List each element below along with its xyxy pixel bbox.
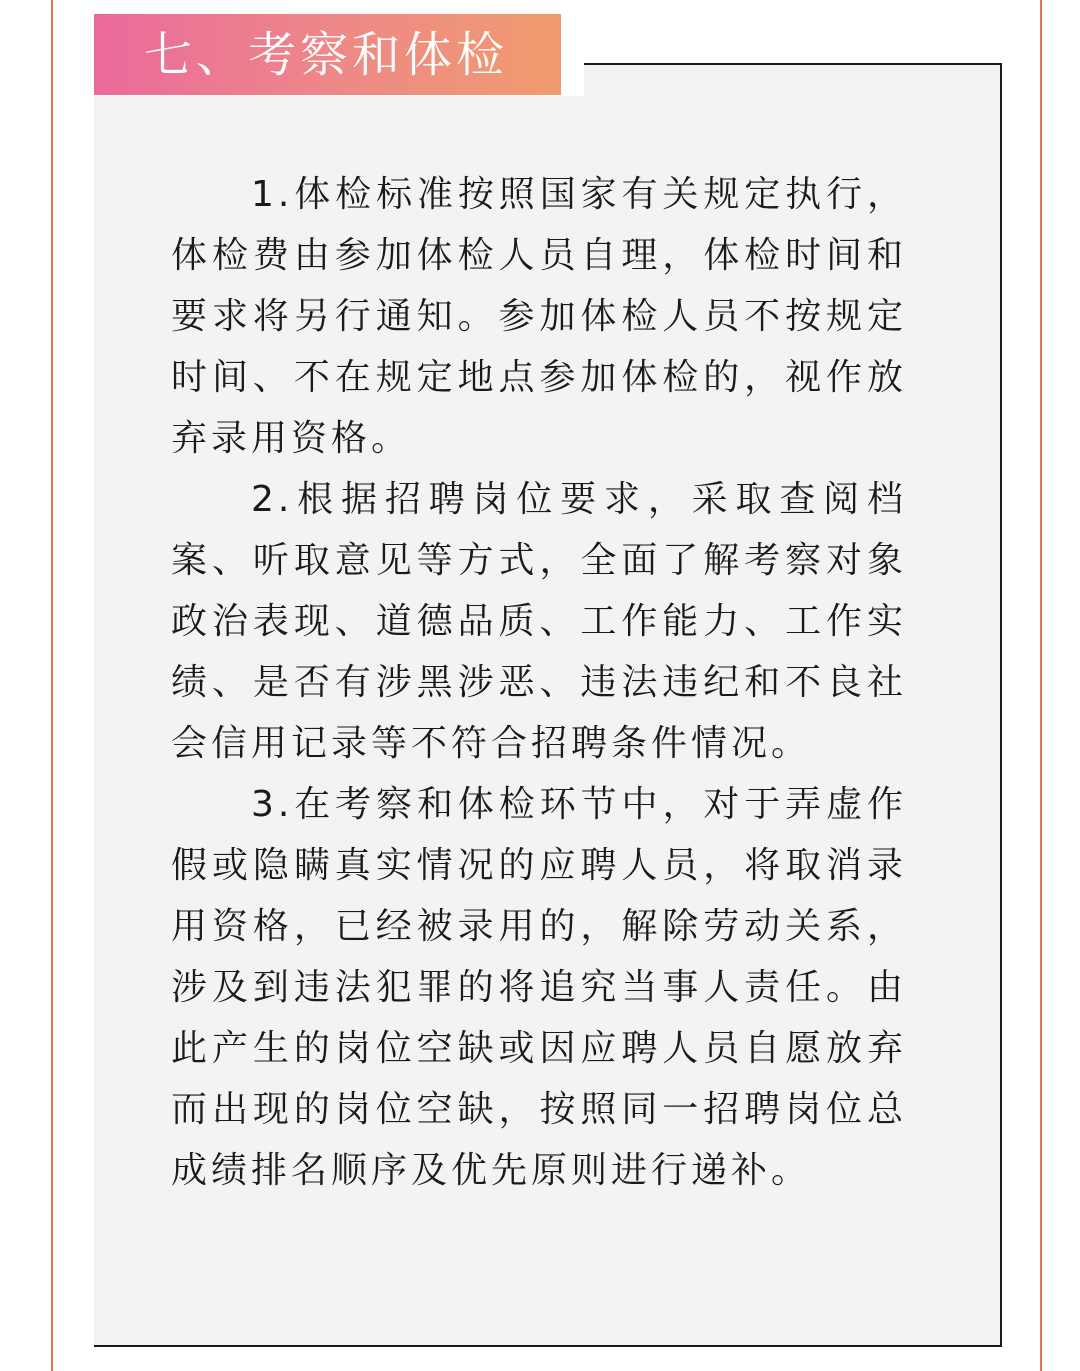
section-content [171,164,907,1201]
section-title: 七、考察和体检 [144,26,509,83]
paragraph-medical-exam: 1.体检标准按照国家有关规定执行，体检费由参加体检人员自理，体检时间和要求将另行通知。参加体检人员不按规定时间、不在规定地点参加体检的，视作放弃录用资格。 [171,174,907,459]
right-decorative-line [1040,0,1042,1371]
paragraph-inspection: 2.根据招聘岗位要求，采取查阅档案、听取意见等方式，全面了解考察对象政治表现、道德品质、工作能力、工作实绩、是否有涉黑涉恶、违法违纪和不良社会信用记录等不符合招聘条件情况。 [171,479,907,764]
paragraph-fraud-handling: 3.在考察和体检环节中，对于弄虚作假或隐瞒真实情况的应聘人员，将取消录用资格，已经被录用的，解除劳动关系，涉及到违法犯罪的将追究当事人责任。由此产生的岗位空缺或因应聘人员自愿放弃而出现的岗位空缺，按照同一招聘岗位总成绩排名顺序及优先原则进行递补。 [171,784,907,1191]
section-header-tab [94,14,561,95]
left-decorative-line [51,0,53,1371]
